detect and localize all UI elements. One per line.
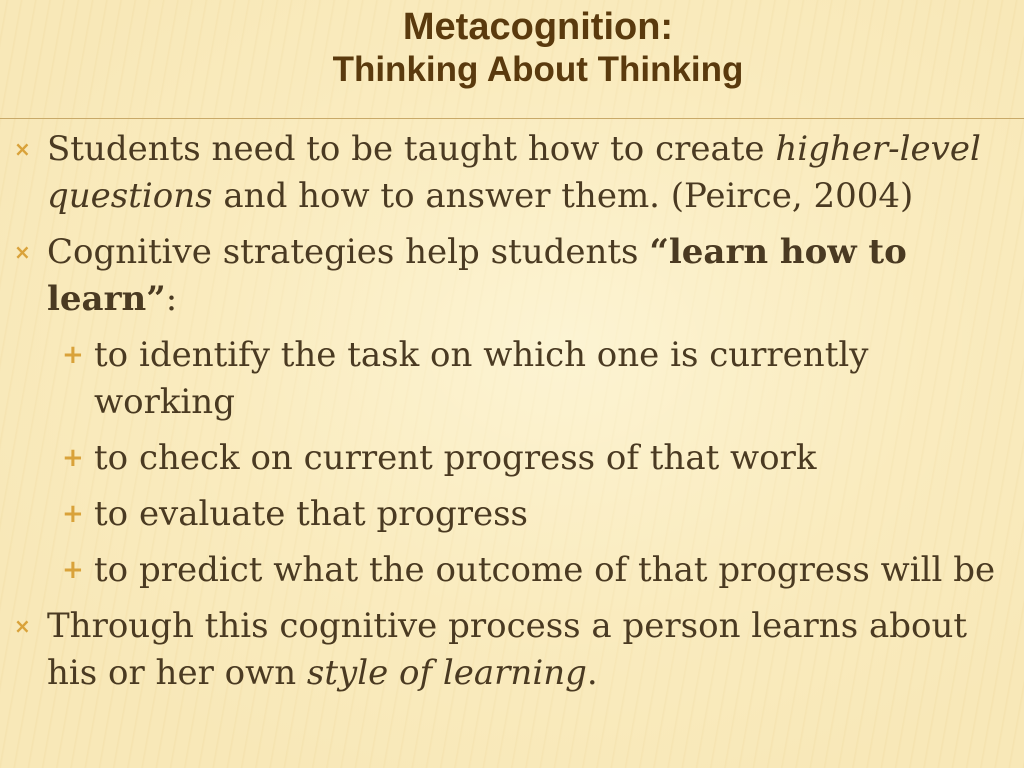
bullet-2-emphasis: “learn how to learn” bbox=[47, 232, 907, 319]
x-bullet-icon: × bbox=[14, 137, 31, 161]
sub-bullet-1-text: to identify the task on which one is currently working bbox=[94, 335, 869, 422]
plus-bullet-icon: + bbox=[62, 499, 84, 529]
bullet-3-text-a: Through this cognitive process a person learns about his or her own bbox=[47, 606, 968, 693]
slide-body bbox=[0, 126, 1024, 706]
sub-bullet-3 bbox=[0, 491, 1004, 538]
sub-bullet-2 bbox=[0, 435, 1004, 482]
sub-bullet-4 bbox=[0, 547, 1004, 594]
bullet-2-text-b: : bbox=[165, 279, 178, 319]
bullet-3 bbox=[0, 603, 992, 697]
bullet-1-emphasis: higher-level questions bbox=[47, 129, 981, 216]
bullet-1 bbox=[0, 126, 992, 220]
bullet-1-text-a: Students need to be taught how to create bbox=[47, 129, 776, 169]
sub-bullet-4-text: to predict what the outcome of that progress will be bbox=[94, 550, 996, 590]
sub-bullet-3-text: to evaluate that progress bbox=[94, 494, 528, 534]
bullet-2-text-a: Cognitive strategies help students bbox=[47, 232, 650, 272]
bullet-2 bbox=[0, 229, 992, 323]
title-line-1: Metacognition: bbox=[402, 6, 674, 48]
bullet-3-emphasis: style of learning bbox=[306, 653, 587, 693]
title-line-2: Thinking About Thinking bbox=[332, 49, 744, 89]
plus-bullet-icon: + bbox=[62, 340, 84, 370]
plus-bullet-icon: + bbox=[62, 443, 84, 473]
bullet-1-text-b: and how to answer them. (Peirce, 2004) bbox=[212, 176, 914, 216]
title-divider bbox=[0, 118, 1024, 119]
x-bullet-icon: × bbox=[14, 240, 31, 264]
x-bullet-icon: × bbox=[14, 614, 31, 638]
plus-bullet-icon: + bbox=[62, 555, 84, 585]
sub-bullet-1 bbox=[0, 332, 1004, 426]
sub-bullet-2-text: to check on current progress of that work bbox=[94, 438, 817, 478]
bullet-3-text-b: . bbox=[586, 653, 598, 693]
slide-title bbox=[0, 6, 1024, 90]
